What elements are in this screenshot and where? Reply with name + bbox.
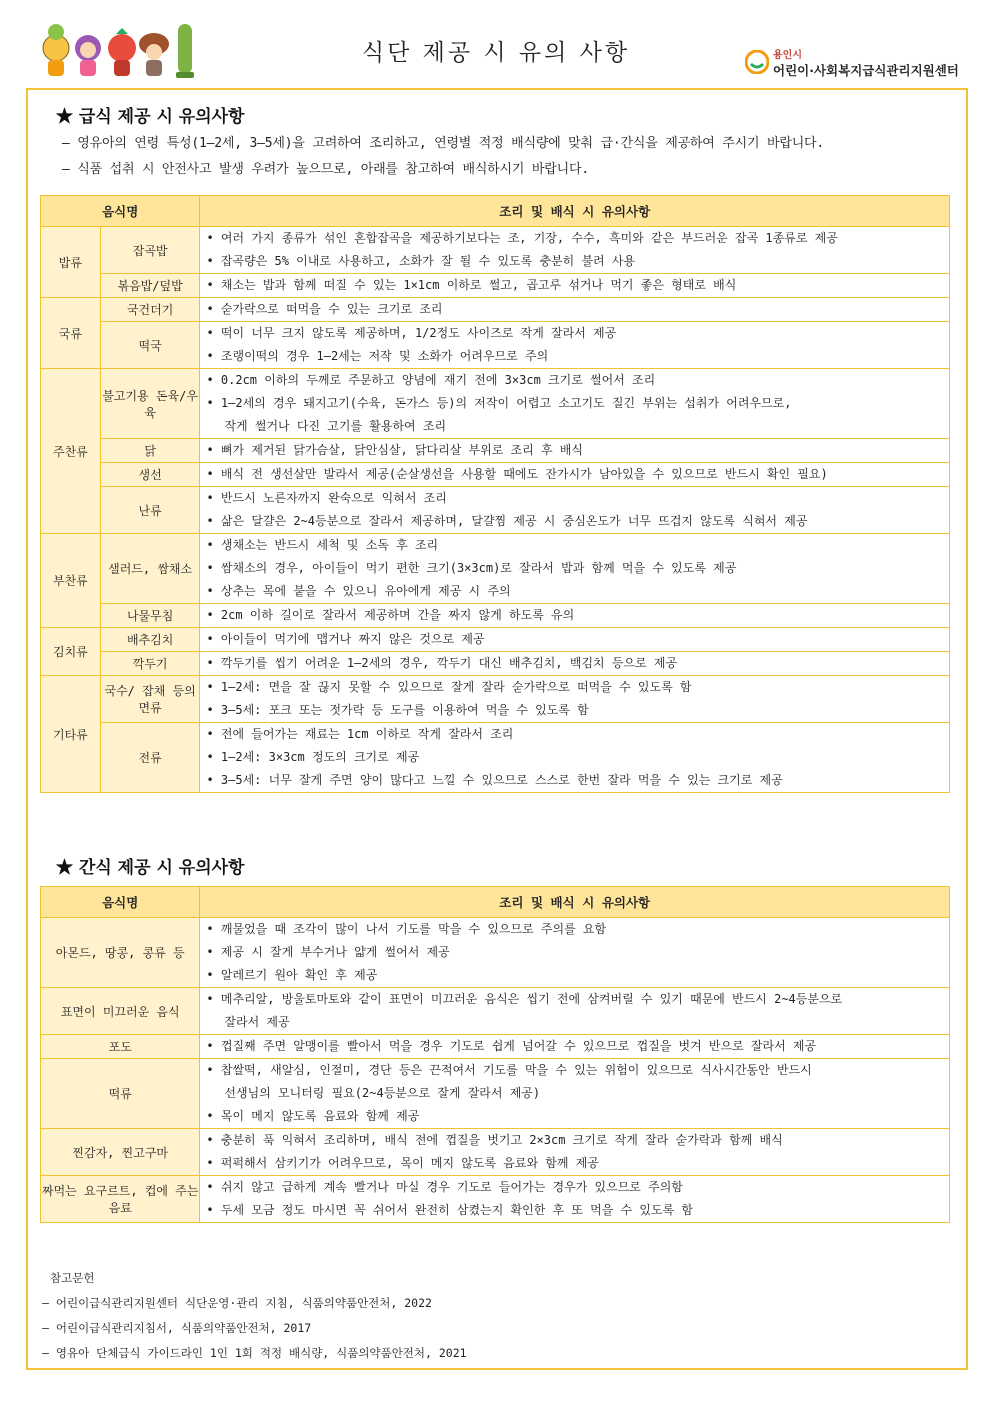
- meal-table-row: [41, 298, 950, 322]
- snack-note-line: • 두세 모금 정도 마시면 꼭 쉬어서 완전히 삼켰는지 확인한 후 또 먹을 수 있도록 함: [206, 1199, 949, 1222]
- meal-intro-1: – 영유아의 연령 특성(1–2세, 3–5세)을 고려하여 조리하고, 연령별 적정 배식량에 맞춰 급·간식을 제공하여 주시기 바랍니다.: [62, 136, 825, 151]
- meal-food-name: 생선: [100, 463, 200, 487]
- meal-table-row: [41, 439, 950, 463]
- meal-note-line: • 조랭이떡의 경우 1–2세는 저작 및 소화가 어려우므로 주의: [206, 345, 949, 368]
- page-header: [0, 0, 992, 88]
- meal-note-line: • 3–5세: 너무 잘게 주면 양이 많다고 느낄 수 있으므로 스스로 한번 잘라 먹을 수 있는 크기로 제공: [206, 769, 949, 792]
- meal-table-row: [41, 274, 950, 298]
- meal-food-name: 깍두기: [100, 652, 200, 676]
- meal-table-row: [41, 369, 950, 439]
- meal-food-name: 국수/ 잡채 등의 면류: [100, 676, 200, 723]
- meal-category: 김치류: [41, 628, 101, 676]
- meal-food-name: 잡곡밥: [100, 227, 200, 274]
- meal-intro-2: – 식품 섭취 시 안전사고 발생 우려가 높으므로, 아래를 참고하여 배식하시기 바랍니다.: [62, 162, 589, 177]
- meal-table-row: [41, 652, 950, 676]
- snack-table-row: [41, 1035, 950, 1059]
- references: [42, 1266, 467, 1366]
- meal-table-row: [41, 227, 950, 274]
- logo-city: 용인시: [773, 50, 802, 61]
- meal-note-line: • 깍두기를 씹기 어려운 1–2세의 경우, 깍두기 대신 배추김치, 백김치 등으로 제공: [206, 652, 949, 675]
- meal-note-cell: [200, 322, 950, 369]
- snack-table-row: [41, 1176, 950, 1223]
- references-title: 참고문헌: [50, 1271, 95, 1285]
- snack-food-name: 짜먹는 요구르트, 컵에 주는 음료: [41, 1176, 200, 1223]
- meal-note-line: • 삶은 달걀은 2~4등분으로 잘라서 제공하며, 달걀찜 제공 시 중심온도가 너무 뜨겁지 않도록 식혀서 제공: [206, 510, 949, 533]
- meal-table: [40, 195, 950, 793]
- meal-table-body: [41, 227, 950, 793]
- meal-note-cell: [200, 463, 950, 487]
- snack-note-line: • 껍질째 주면 알맹이를 빨아서 먹을 경우 기도로 쉽게 넘어갈 수 있으므로 껍질을 벗겨 반으로 잘라서 제공: [206, 1035, 949, 1058]
- snack-note-line: • 목이 메지 않도록 음료와 함께 제공: [206, 1105, 949, 1128]
- snack-food-name: 표면이 미끄러운 음식: [41, 988, 200, 1035]
- meal-note-continuation: 작게 썰거나 다진 고기를 활용하여 조리: [224, 419, 447, 433]
- snack-table-row: [41, 918, 950, 988]
- meal-note-cell: [200, 369, 950, 439]
- meal-category: 국류: [41, 298, 101, 369]
- snack-table-row: [41, 1059, 950, 1129]
- meal-category: 부찬류: [41, 534, 101, 628]
- snack-food-name: 찐감자, 찐고구마: [41, 1129, 200, 1176]
- meal-note-cell: [200, 298, 950, 322]
- snack-note-line: • 퍽퍽해서 삼키기가 어려우므로, 목이 메지 않도록 음료와 함께 제공: [206, 1152, 949, 1175]
- meal-table-row: [41, 487, 950, 534]
- snack-note-line: • 깨물었을 때 조각이 많이 나서 기도를 막을 수 있으므로 주의를 요함: [206, 918, 949, 941]
- snack-note-cell: [200, 1035, 950, 1059]
- reference-item: – 영유아 단체급식 가이드라인 1인 1회 적정 배식량, 식품의약품안전처, 2021: [42, 1346, 467, 1360]
- meal-table-row: [41, 534, 950, 604]
- snack-note-continuation: 선생님의 모니터링 필요(2~4등분으로 잘게 잘라서 제공): [224, 1086, 541, 1100]
- meal-note-line: • 여러 가지 종류가 섞인 혼합잡곡을 제공하기보다는 조, 기장, 수수, 흑미와 같은 부드러운 잡곡 1종류로 제공: [206, 227, 949, 250]
- meal-note-line: • 3–5세: 포크 또는 젓가락 등 도구를 이용하여 먹을 수 있도록 함: [206, 699, 949, 722]
- snack-note-cell: [200, 1059, 950, 1129]
- meal-note-line: • 채소는 밥과 함께 떠질 수 있는 1×1cm 이하로 썰고, 곱고루 섞거나 먹기 좋은 형태로 배식: [206, 274, 949, 297]
- center-logo: [745, 46, 975, 82]
- meal-food-name: 나물무침: [100, 604, 200, 628]
- meal-food-name: 배추김치: [100, 628, 200, 652]
- snack-note-cell: [200, 988, 950, 1035]
- page-title: 식단 제공 시 유의 사항: [361, 40, 631, 66]
- meal-category: 밥류: [41, 227, 101, 298]
- meal-note-line: • 1–2세: 면을 잘 끊지 못할 수 있으므로 잘게 잘라 숟가락으로 떠먹을 수 있도록 함: [206, 676, 949, 699]
- snack-food-name: 아몬드, 땅콩, 콩류 등: [41, 918, 200, 988]
- meal-note-line: • 전에 들어가는 재료는 1cm 이하로 작게 잘라서 조리: [206, 723, 949, 746]
- meal-food-name: 볶음밥/덮밥: [100, 274, 200, 298]
- snack-note-line: • 찹쌀떡, 새알심, 인절미, 경단 등은 끈적여서 기도를 막을 수 있는 위험이 있으므로 식사시간동안 반드시: [206, 1059, 949, 1082]
- meal-table-row: [41, 604, 950, 628]
- snack-table-row: [41, 1129, 950, 1176]
- meal-header-note: 조리 및 배식 시 유의사항: [200, 196, 950, 227]
- snack-note-line: • 쉬지 않고 급하게 계속 빨거나 마실 경우 기도로 들어가는 경우가 있으므로 주의함: [206, 1176, 949, 1199]
- meal-food-name: 난류: [100, 487, 200, 534]
- snack-table-body: [41, 918, 950, 1223]
- snack-table-header: [41, 887, 950, 918]
- snack-note-cell: [200, 1129, 950, 1176]
- meal-note-line: • 배식 전 생선살만 발라서 제공(순살생선을 사용할 때에도 잔가시가 남아있을 수 있으므로 반드시 확인 필요): [206, 463, 949, 486]
- snack-table-row: [41, 988, 950, 1035]
- meal-note-cell: [200, 439, 950, 463]
- meal-food-name: 떡국: [100, 322, 200, 369]
- meal-category: 기타류: [41, 676, 101, 793]
- meal-food-name: 전류: [100, 723, 200, 793]
- meal-note-line: • 떡이 너무 크지 않도록 제공하며, 1/2정도 사이즈로 작게 잘라서 제공: [206, 322, 949, 345]
- snack-section-title: ★ 간식 제공 시 유의사항: [56, 858, 245, 878]
- snack-header-note: 조리 및 배식 시 유의사항: [200, 887, 950, 918]
- meal-note-line: • 상추는 목에 붙을 수 있으니 유아에게 제공 시 주의: [206, 580, 949, 603]
- meal-note-cell: [200, 628, 950, 652]
- meal-note-cell: [200, 652, 950, 676]
- meal-note-line: • 1–2세: 3×3cm 정도의 크기로 제공: [206, 746, 949, 769]
- snack-food-name: 떡류: [41, 1059, 200, 1129]
- meal-food-name: 국건더기: [100, 298, 200, 322]
- meal-note-cell: [200, 227, 950, 274]
- meal-note-cell: [200, 534, 950, 604]
- meal-note-cell: [200, 487, 950, 534]
- meal-table-row: [41, 676, 950, 723]
- meal-note-line: • 0.2cm 이하의 두께로 주문하고 양념에 재기 전에 3×3cm 크기로 썰어서 조리: [206, 369, 949, 392]
- meal-note-line: • 잡곡량은 5% 이내로 사용하고, 소화가 잘 될 수 있도록 충분히 불려 사용: [206, 250, 949, 273]
- meal-note-line: • 뼈가 제거된 닭가슴살, 닭안심살, 닭다리살 부위로 조리 후 배식: [206, 439, 949, 462]
- meal-food-name: 불고기용 돈육/우육: [100, 369, 200, 439]
- snack-note-line: • 알레르기 원아 확인 후 제공: [206, 964, 949, 987]
- meal-note-cell: [200, 274, 950, 298]
- snack-table: [40, 886, 950, 1223]
- meal-note-line: • 2cm 이하 길이로 잘라서 제공하며 간을 짜지 않게 하도록 유의: [206, 604, 949, 627]
- snack-note-line: • 제공 시 잘게 부수거나 얇게 썰어서 제공: [206, 941, 949, 964]
- reference-item: – 어린이급식관리지침서, 식품의약품안전처, 2017: [42, 1321, 312, 1335]
- meal-food-name: 샐러드, 쌈채소: [100, 534, 200, 604]
- meal-note-line: • 1–2세의 경우 돼지고기(수육, 돈가스 등)의 저작이 어렵고 소고기도 질긴 부위는 섭취가 어려우므로,: [206, 392, 949, 415]
- meal-note-line: • 반드시 노른자까지 완숙으로 익혀서 조리: [206, 487, 949, 510]
- meal-table-row: [41, 322, 950, 369]
- meal-section-title: ★ 급식 제공 시 유의사항: [56, 107, 245, 127]
- logo-center-name: 어린이·사회복지급식관리지원센터: [773, 63, 959, 78]
- snack-header-food: 음식명: [41, 887, 200, 918]
- snack-note-cell: [200, 1176, 950, 1223]
- snack-note-continuation: 잘라서 제공: [224, 1015, 290, 1029]
- meal-note-line: • 아이들이 먹기에 맵거나 짜지 않은 것으로 제공: [206, 628, 949, 651]
- meal-note-cell: [200, 604, 950, 628]
- meal-category: 주찬류: [41, 369, 101, 534]
- reference-item: – 어린이급식관리지원센터 식단운영·관리 지침, 식품의약품안전처, 2022: [42, 1296, 432, 1310]
- meal-note-line: • 생채소는 반드시 세척 및 소독 후 조리: [206, 534, 949, 557]
- meal-note-line: • 숟가락으로 떠먹을 수 있는 크기로 조리: [206, 298, 949, 321]
- meal-note-cell: [200, 723, 950, 793]
- meal-table-row: [41, 628, 950, 652]
- meal-food-name: 닭: [100, 439, 200, 463]
- meal-note-line: • 쌈채소의 경우, 아이들이 먹기 편한 크기(3×3cm)로 잘라서 밥과 함께 먹을 수 있도록 제공: [206, 557, 949, 580]
- meal-table-row: [41, 463, 950, 487]
- center-logo-icon: [745, 50, 769, 74]
- snack-food-name: 포도: [41, 1035, 200, 1059]
- meal-note-cell: [200, 676, 950, 723]
- meal-header-food: 음식명: [41, 196, 200, 227]
- meal-table-row: [41, 723, 950, 793]
- snack-note-line: • 메추리알, 방울토마토와 같이 표면이 미끄러운 음식은 씹기 전에 삼켜버릴 수 있기 때문에 반드시 2~4등분으로: [206, 988, 949, 1011]
- meal-table-header: [41, 196, 950, 227]
- snack-note-cell: [200, 918, 950, 988]
- snack-note-line: • 충분히 푹 익혀서 조리하며, 배식 전에 껍질을 벗기고 2×3cm 크기로 작게 잘라 숟가락과 함께 배식: [206, 1129, 949, 1152]
